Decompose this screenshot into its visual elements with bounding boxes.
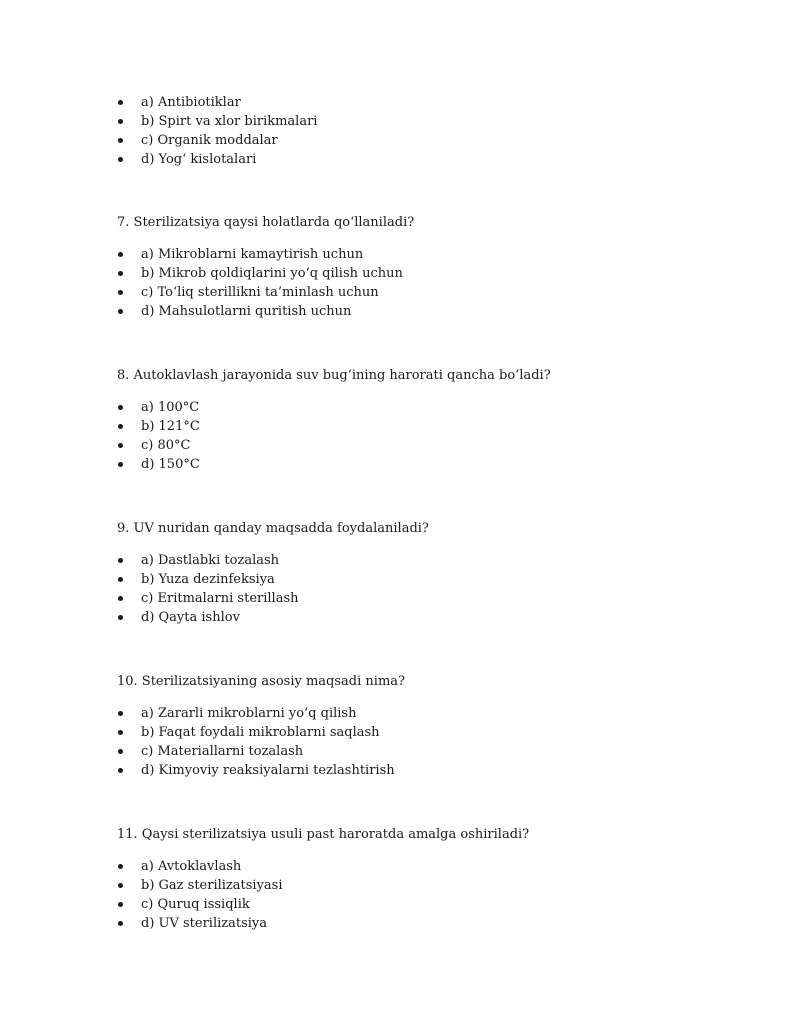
question-block-10: [117, 672, 757, 780]
option-c: [117, 895, 757, 914]
option-d: [117, 302, 757, 321]
option-text: b) Mikrob qoldiqlarini yo‘q qilish uchun: [141, 266, 403, 281]
bullet-icon: [118, 424, 123, 429]
question-block-11: [117, 825, 757, 933]
bullet-icon: [118, 730, 123, 735]
option-text: d) UV sterilizatsiya: [141, 916, 268, 931]
bullet-icon: [118, 864, 123, 869]
question-block-7: [117, 213, 757, 321]
bullet-icon: [118, 768, 123, 773]
option-d: [117, 150, 757, 169]
option-text: d) Yog‘ kislotalari: [141, 152, 257, 167]
option-d: [117, 455, 757, 474]
option-c: [117, 742, 757, 761]
bullet-icon: [118, 883, 123, 888]
bullet-icon: [118, 443, 123, 448]
bullet-icon: [118, 596, 123, 601]
option-b: [117, 264, 757, 283]
option-text: c) To‘liq sterillikni ta’minlash uchun: [141, 285, 379, 300]
bullet-icon: [118, 405, 123, 410]
question-text: 8. Autoklavlash jarayonida suv bug‘ining harorati qancha bo‘ladi?: [117, 368, 551, 383]
option-a: [117, 93, 757, 112]
option-b: [117, 570, 757, 589]
bullet-icon: [118, 157, 123, 162]
option-d: [117, 761, 757, 780]
option-text: b) 121°C: [141, 419, 200, 434]
option-text: d) Kimyoviy reaksiyalarni tezlashtirish: [141, 763, 395, 778]
option-a: [117, 857, 757, 876]
question-text: 9. UV nuridan qanday maqsadda foydalaniladi?: [117, 521, 429, 536]
bullet-icon: [118, 462, 123, 467]
bullet-icon: [118, 252, 123, 257]
option-a: [117, 245, 757, 264]
bullet-icon: [118, 558, 123, 563]
option-b: [117, 417, 757, 436]
option-list: [117, 704, 757, 780]
option-d: [117, 608, 757, 627]
option-text: b) Yuza dezinfeksiya: [141, 572, 275, 587]
option-b: [117, 723, 757, 742]
option-a: [117, 398, 757, 417]
option-c: [117, 436, 757, 455]
bullet-icon: [118, 615, 123, 620]
option-list: [117, 93, 757, 169]
option-text: d) Mahsulotlarni quritish uchun: [141, 304, 352, 319]
option-text: c) Eritmalarni sterillash: [141, 591, 299, 606]
option-text: b) Faqat foydali mikroblarni saqlash: [141, 725, 380, 740]
option-c: [117, 283, 757, 302]
option-text: c) Quruq issiqlik: [141, 897, 250, 912]
bullet-icon: [118, 711, 123, 716]
question-text: 10. Sterilizatsiyaning asosiy maqsadi nima?: [117, 674, 405, 689]
option-text: a) Zararli mikroblarni yo‘q qilish: [141, 706, 357, 721]
bullet-icon: [118, 290, 123, 295]
bullet-icon: [118, 749, 123, 754]
bullet-icon: [118, 309, 123, 314]
option-text: d) 150°C: [141, 457, 200, 472]
option-d: [117, 914, 757, 933]
question-block-9: [117, 519, 757, 627]
option-list: [117, 857, 757, 933]
option-b: [117, 876, 757, 895]
option-text: a) Avtoklavlash: [141, 859, 242, 874]
option-list: [117, 551, 757, 627]
option-c: [117, 589, 757, 608]
option-text: c) Organik moddalar: [141, 133, 278, 148]
option-c: [117, 131, 757, 150]
option-text: d) Qayta ishlov: [141, 610, 240, 625]
bullet-icon: [118, 902, 123, 907]
option-text: b) Gaz sterilizatsiyasi: [141, 878, 283, 893]
option-list: [117, 398, 757, 474]
bullet-icon: [118, 138, 123, 143]
option-text: b) Spirt va xlor birikmalari: [141, 114, 318, 129]
option-a: [117, 551, 757, 570]
bullet-icon: [118, 921, 123, 926]
option-text: a) Antibiotiklar: [141, 95, 241, 110]
option-text: a) Mikroblarni kamaytirish uchun: [141, 247, 364, 262]
bullet-icon: [118, 119, 123, 124]
question-block-8: [117, 366, 757, 474]
intro-options-block: [117, 93, 757, 169]
question-text: 11. Qaysi sterilizatsiya usuli past haroratda amalga oshiriladi?: [117, 827, 530, 842]
option-list: [117, 245, 757, 321]
bullet-icon: [118, 100, 123, 105]
bullet-icon: [118, 577, 123, 582]
option-text: c) Materiallarni tozalash: [141, 744, 304, 759]
option-b: [117, 112, 757, 131]
option-text: a) Dastlabki tozalash: [141, 553, 280, 568]
option-text: a) 100°C: [141, 400, 200, 415]
question-text: 7. Sterilizatsiya qaysi holatlarda qo‘llaniladi?: [117, 215, 415, 230]
option-a: [117, 704, 757, 723]
bullet-icon: [118, 271, 123, 276]
option-text: c) 80°C: [141, 438, 191, 453]
